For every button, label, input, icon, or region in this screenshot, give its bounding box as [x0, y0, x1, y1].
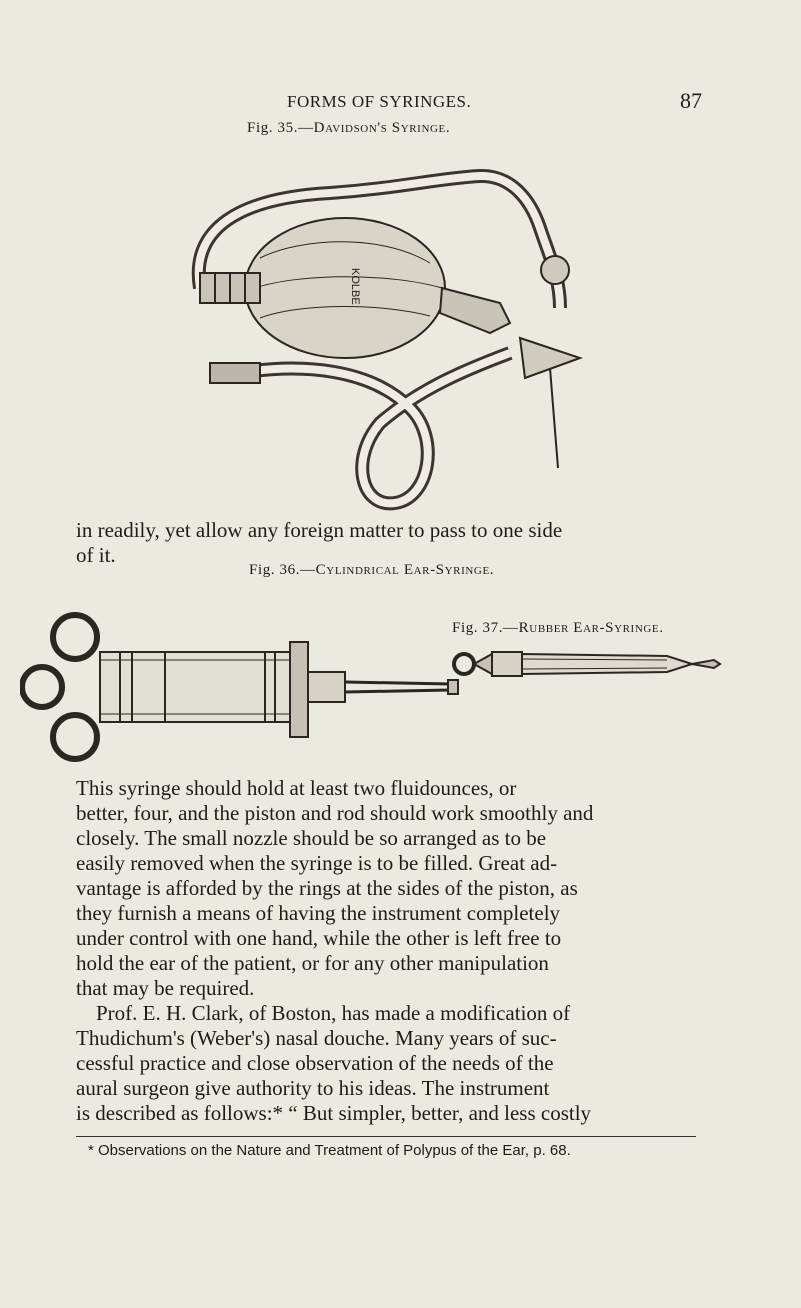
figure-36-title: Cylindrical Ear-Syringe.: [315, 562, 495, 578]
figure-37-number: Fig. 37.—: [452, 620, 519, 636]
text-line: in readily, yet allow any foreign matter to pass to one side: [76, 518, 563, 542]
figure-35-title: Davidson's Syringe.: [313, 120, 451, 136]
figure-35-number: Fig. 35.—: [247, 120, 314, 136]
text-line: Thudichum's (Weber's) nasal douche. Many years of suc-: [76, 1026, 557, 1050]
figure-37-title: Rubber Ear-Syringe.: [518, 620, 664, 636]
footnote-rule: [76, 1136, 696, 1137]
text-line: easily removed when the syringe is to be filled. Great ad-: [76, 851, 558, 875]
text-line: vantage is afforded by the rings at the sides of the piston, as: [76, 876, 578, 900]
figure-36-caption: [249, 562, 494, 579]
footnote: * Observations on the Nature and Treatment of Polypus of the Ear, p. 68.: [88, 1142, 571, 1159]
figure-37-caption: [452, 620, 664, 637]
text-line: cessful practice and close observation of the needs of the: [76, 1051, 554, 1075]
page-header: [0, 88, 801, 116]
text-line: aural surgeon give authority to his ideas. The instrument: [76, 1076, 550, 1100]
figure-35-caption: [247, 120, 450, 137]
text-line: is described as follows:* “ But simpler, better, and less costly: [76, 1101, 592, 1125]
text-line: hold the ear of the patient, or for any other manipulation: [76, 951, 549, 975]
text-line: Prof. E. H. Clark, of Boston, has made a modification of: [96, 1001, 571, 1025]
page-number: 87: [680, 88, 702, 113]
davidsons-syringe-illustration: [180, 138, 600, 518]
text-line: under control with one hand, while the other is left free to: [76, 926, 562, 950]
text-line: better, four, and the piston and rod should work smoothly and: [76, 801, 594, 825]
figure-36-number: Fig. 36.—: [249, 562, 316, 578]
running-title: FORMS OF SYRINGES.: [287, 92, 472, 111]
text-line: closely. The small nozzle should be so arranged as to be: [76, 826, 547, 850]
text-line: This syringe should hold at least two fluidounces, or: [76, 776, 517, 800]
rubber-ear-syringe-illustration: [452, 638, 722, 688]
cylindrical-ear-syringe-illustration: [20, 612, 490, 772]
text-line: they furnish a means of having the instrument completely: [76, 901, 561, 925]
text-line: of it.: [76, 543, 116, 567]
bulb-lettering: KOLBE: [349, 268, 361, 305]
text-line: that may be required.: [76, 976, 255, 1000]
